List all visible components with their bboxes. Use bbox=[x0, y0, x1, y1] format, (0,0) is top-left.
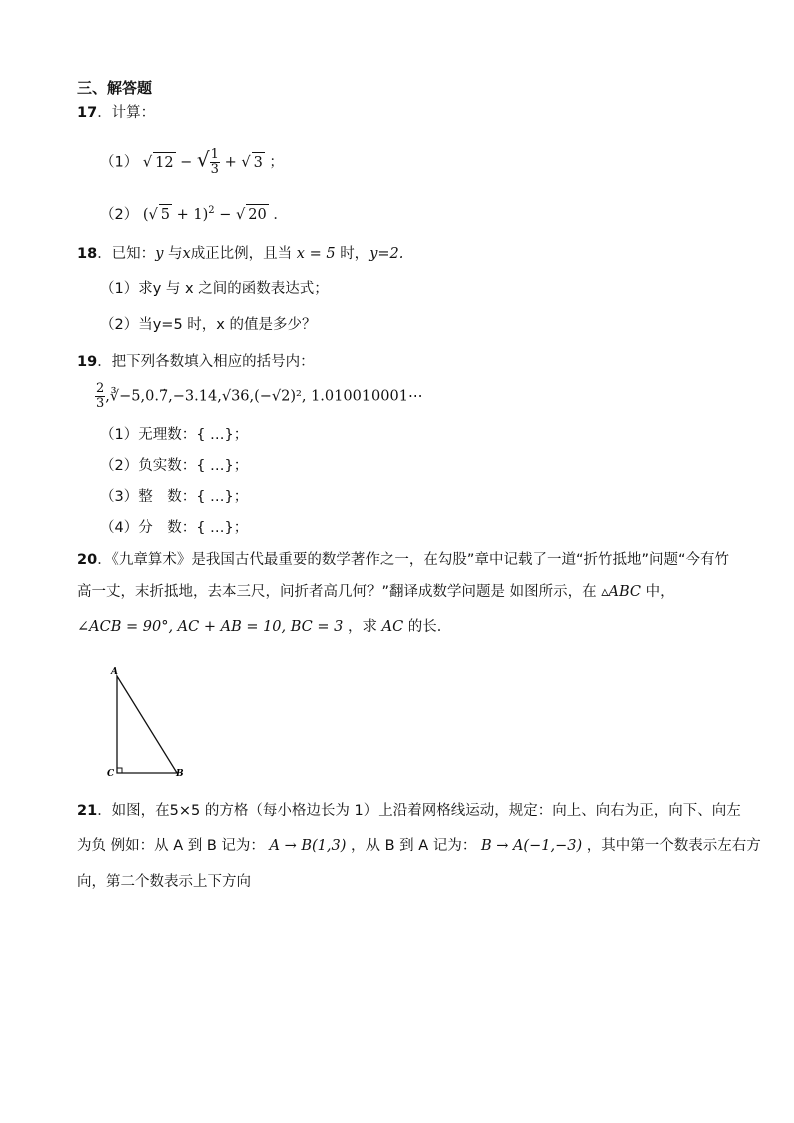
segment: AC bbox=[381, 619, 404, 635]
math-expr: B → A(−1,−3) bbox=[480, 838, 583, 854]
part-label: （2） bbox=[100, 206, 139, 223]
triangle-figure bbox=[95, 662, 205, 782]
punct: ． bbox=[273, 206, 288, 223]
var: y bbox=[155, 246, 164, 262]
question-21-line2 bbox=[77, 836, 761, 856]
q19-part3: （3）整 数：{ …}； bbox=[100, 489, 249, 505]
section-title: 三、解答题 bbox=[77, 79, 153, 97]
question-number: 20 bbox=[77, 552, 98, 568]
question-17 bbox=[77, 103, 155, 123]
text: ，从 B 到 A 记为： bbox=[351, 838, 477, 854]
question-19 bbox=[77, 352, 315, 372]
q17-part2: （2） (√ 5 + 1)$^2$ − √ 20 ． bbox=[100, 205, 288, 223]
question-text: ．《九章算术》是我国古代最重要的数学著作之一，在勾股”章中记载了一道“折竹抵地”问题“今有竹 bbox=[97, 552, 729, 568]
question-20-line2 bbox=[77, 582, 675, 602]
text: 为负 例如：从 A 到 B 记为： bbox=[77, 838, 265, 854]
question-number: 21 bbox=[77, 803, 98, 819]
text: 与 bbox=[168, 246, 183, 262]
q19-numbers bbox=[95, 382, 422, 411]
number-list: ,∛−5,0.7̇,−3.14,√36,(−√2)², 1.010010001⋯ bbox=[105, 388, 423, 405]
math-expr: A → B(1,3) bbox=[269, 838, 347, 854]
radicand: 3 bbox=[252, 152, 265, 173]
var: x bbox=[182, 246, 191, 262]
question-text: ．把下列各数填入相应的括号内： bbox=[97, 354, 315, 370]
question-text: ．如图，在5×5 的方格（每小格边长为 1）上沿着网格线运动，规定：向上、向右为正，向下、向左 bbox=[97, 803, 741, 819]
question-18 bbox=[77, 244, 403, 264]
text: ，其中第一个数表示左右方 bbox=[586, 838, 761, 854]
question-21-line3: 向，第二个数表示上下方向 bbox=[77, 874, 251, 890]
triangle-shape bbox=[117, 676, 177, 773]
text: 成正比例，且当 bbox=[190, 246, 293, 262]
punct: ； bbox=[269, 154, 284, 171]
part-label: （1） bbox=[100, 154, 139, 171]
condition: x = 5 bbox=[296, 246, 336, 262]
question-number: 18 bbox=[77, 246, 98, 262]
question-number: 17 bbox=[77, 105, 98, 121]
radicand: 20 bbox=[246, 204, 268, 225]
text: 的长． bbox=[407, 619, 452, 635]
right-angle-mark bbox=[117, 768, 122, 773]
q18-part2: （2）当y=5 时，x 的值是多少？ bbox=[100, 317, 317, 333]
radicand: 12 bbox=[153, 152, 175, 173]
q19-part4: （4）分 数：{ …}； bbox=[100, 520, 249, 536]
question-number: 19 bbox=[77, 354, 98, 370]
radicand: 5 bbox=[159, 204, 172, 225]
text: ．已知： bbox=[97, 246, 156, 262]
fraction: $\frac{1}{3}$ bbox=[210, 147, 219, 177]
conditions: ∠ACB = 90°, AC + AB = 10, BC = 3 bbox=[77, 619, 344, 635]
text: 中， bbox=[645, 584, 675, 600]
question-text: ．计算： bbox=[97, 105, 156, 121]
question-20-line3 bbox=[77, 617, 451, 637]
q17-part1: （1） √ 12 − √ $\frac{1}{3}$ + √ 3 ； bbox=[100, 147, 284, 177]
vertex-b-label: B bbox=[176, 769, 184, 779]
fraction: $\frac{2}{3}$ bbox=[96, 381, 105, 411]
text: ，求 bbox=[347, 619, 377, 635]
text: 高一丈，末折抵地，去本三尺，问折者高几何？”翻译成数学问题是 如图所示，在 bbox=[77, 584, 597, 600]
vertex-c-label: C bbox=[107, 769, 115, 779]
text: 时， bbox=[340, 246, 370, 262]
value: y=2. bbox=[369, 246, 404, 262]
question-21-line1 bbox=[77, 801, 741, 821]
q19-part1: （1）无理数：{ …}； bbox=[100, 427, 249, 443]
vertex-a-label: A bbox=[111, 667, 118, 677]
q19-part2: （2）负实数：{ …}； bbox=[100, 458, 249, 474]
triangle-label: ▵ABC bbox=[601, 584, 642, 600]
q18-part1: （1）求y 与 x 之间的函数表达式； bbox=[100, 281, 329, 297]
question-20-line1 bbox=[77, 550, 729, 570]
